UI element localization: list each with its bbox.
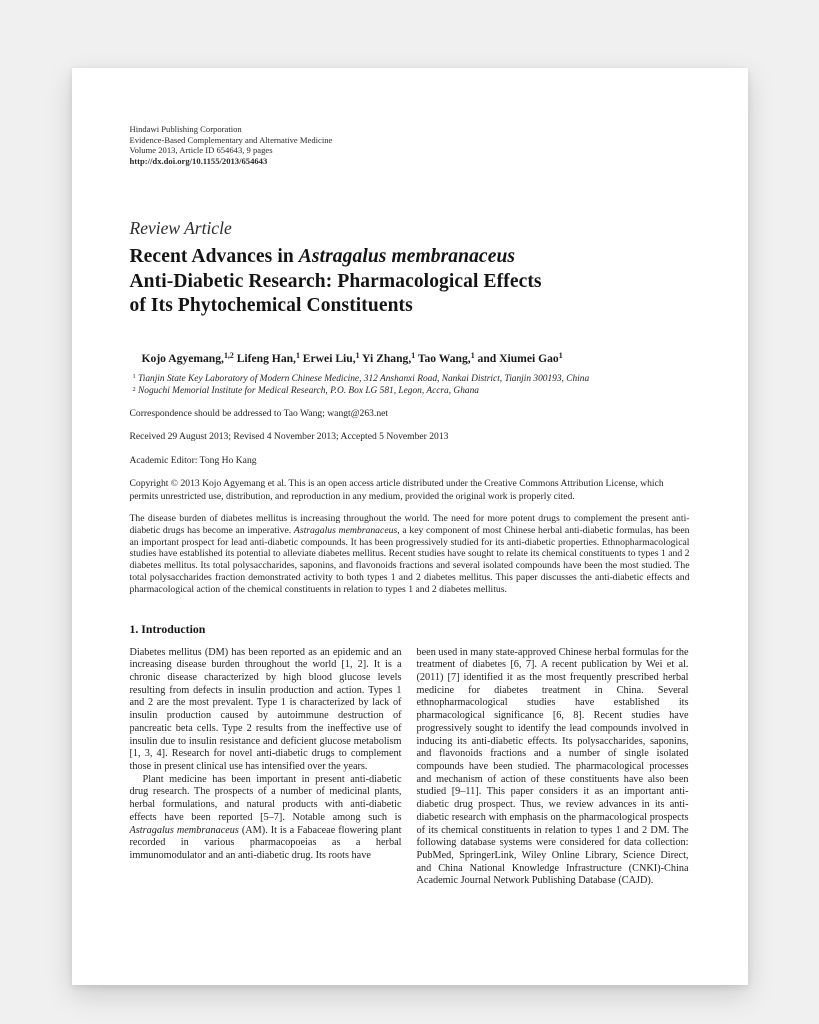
copyright-text: Copyright © 2013 Kojo Agyemang et al. This is an open access article distributed under the Creative Commons Attribution License, which permits unrestricted use, distribution, and reproduction in any medium, provided the original work is properly cited.	[129, 478, 664, 502]
paper-page	[72, 68, 748, 985]
affiliation-1: $^1$ Tianjin State Key Laboratory of Modern Chinese Medicine, 312 Anshanxi Road, Nankai District, Tianjin 300193, China	[132, 373, 590, 384]
abstract-text: The disease burden of diabetes mellitus is increasing throughout the world. The need for more potent drugs to complement the present anti-diabetic drugs has become an imperative. Astragalus membranaceus, a key component of most Chinese herbal anti-diabetic formulas, has been an important prospect for lead anti-diabetic compounds. It has been progressively studied for its anti-diabetic properties. Ethnopharmacological studies have established its potential to alleviate diabetes mellitus. Recent studies have sought to relate its chemical constituents to types 1 and 2 diabetes mellitus. Its total polysaccharides, saponins, and flavonoids fractions and several isolated compounds have been the most studied. The total polysaccharides fraction demonstrated activity to both types 1 and 2 diabetes mellitus. This paper discusses the anti-diabetic effects and pharmacological action of the chemical constituents in relation to types 1 and 2 diabetes mellitus.	[129, 513, 690, 595]
two-column-body	[130, 647, 690, 888]
section-heading-introduction: 1. Introduction	[129, 621, 206, 636]
intro-paragraph-2-continued: been used in many state-approved Chinese herbal formulas for the treatment of diabetes [6, 7]. A recent publication by Wei et al. (2011) [7] identified it as the most frequently prescribed herbal medicine for diabetes treatment in China. Several ethnopharmacological studies have established its pharmacological significance [6, 8]. Recent studies have progressively sought to identify the lead compounds involved in inducing its anti-diabetic effects. Its polysaccharides, saponins, and flavonoids fractions and a number of single isolated compounds have been studied. The pharmacological processes and mechanism of action of these constituents have also been studied [9–11]. This paper considers it as an important anti-diabetic drug prospect. Thus, we review advances in its anti-diabetic research with emphasis on the pharmacological prospects of its chemical constituents in relation to types 1 and 2 DM. The following database systems were considered for data collection: PubMed, SpringerLink, Wiley Online Library, Science Direct, and China National Knowledge Infrastructure (CNKI)-China Academic Journal Network Publishing Database (CAJD).	[416, 646, 689, 887]
doi-link[interactable]: http://dx.doi.org/10.1155/2013/654643	[129, 155, 268, 166]
intro-paragraph-1: Diabetes mellitus (DM) has been reported as an epidemic and an increasing disease burden throughout the world [1, 2]. It is a chronic disease characterized by high blood glucose levels resulting from defects in insulin production and action. Types 1 and 2 are the most prevalent. Type 1 is characterized by lack of insulin production caused by autoimmune destruction of pancreatic beta cells. Type 2 results from the ineffective use of insulin due to insulin resistance and deficient glucose metabolism [1, 3, 4]. Research for novel anti-diabetic drugs to complement those in present clinical use has intensified over the years.	[129, 646, 402, 772]
history-line: Received 29 August 2013; Revised 4 November 2013; Accepted 5 November 2013	[129, 431, 449, 443]
publisher-name: Hindawi Publishing Corporation	[129, 124, 242, 134]
academic-editor-line: Academic Editor: Tong Ho Kang	[129, 454, 257, 466]
article-type-label: Review Article	[129, 218, 232, 239]
column-right	[417, 647, 689, 888]
correspondence-line: Correspondence should be addressed to Tao Wang; wangt@263.net	[129, 408, 389, 420]
affiliation-2: $^2$ Noguchi Memorial Institute for Medical Research, P.O. Box LG 581, Legon, Accra, Ghana	[132, 385, 479, 397]
publisher-block	[130, 124, 690, 166]
journal-name: Evidence-Based Complementary and Alternative Medicine	[129, 134, 333, 145]
intro-paragraph-2: Plant medicine has been important in present anti-diabetic drug research. The prospects of a number of medicinal plants, herbal formulations, and natural products with anti-diabetic effects have been reported [5–7]. Notable among such is Astragalus membranaceus (AM). It is a Fabaceae flowering plant recorded in various pharmacopoeias as a herbal immunomodulator and an anti-diabetic drug. Its roots have	[129, 773, 402, 861]
paper-title: Recent Advances in Astragalus membranaceus Anti-Diabetic Research: Pharmacological Effects of Its Phytochemical Constituents	[129, 246, 542, 317]
affiliations-block	[133, 373, 690, 398]
volume-line: Volume 2013, Article ID 654643, 9 pages	[129, 145, 273, 156]
authors-line: Kojo Agyemang,$^{1,2}$ Lifeng Han,$^1$ Erwei Liu,$^1$ Yi Zhang,$^1$ Tao Wang,$^1$ and Xiumei Gao$^1$	[141, 351, 563, 365]
column-left	[130, 647, 402, 888]
